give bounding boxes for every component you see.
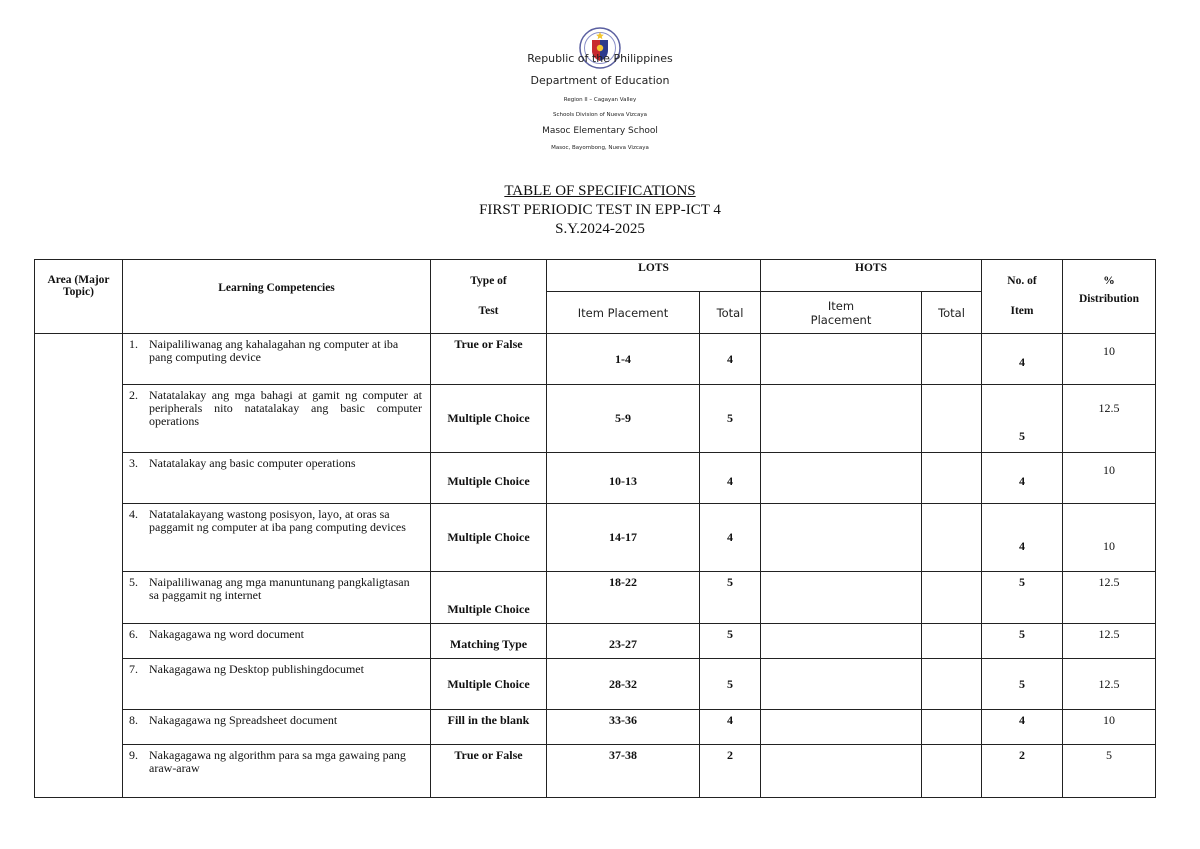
distribution-cell: 10 [1063, 453, 1156, 504]
lots-placement-cell: 37-38 [547, 745, 700, 798]
division-line: Schools Division of Nueva Vizcaya [553, 112, 647, 118]
competency-number: 4. [129, 507, 138, 521]
hots-total-cell [922, 659, 982, 710]
distribution-cell: 12.5 [1063, 385, 1156, 453]
competency-text: Nakagagawa ng Desktop publishingdocumet [149, 662, 364, 676]
hots-placement-cell [761, 453, 922, 504]
items-cell: 4 [982, 453, 1063, 504]
lots-total-label: Total [716, 305, 744, 320]
items-cell: 2 [982, 745, 1063, 798]
type-cell: Multiple Choice [431, 453, 547, 504]
header-lots [547, 260, 761, 292]
hots-placement-cell [761, 624, 922, 659]
lots-placement-cell: 28-32 [547, 659, 700, 710]
competency-cell [123, 334, 431, 385]
competency-text: Nakagagawa ng Spreadsheet document [149, 713, 338, 727]
lots-item-placement-label: Item Placement [577, 305, 669, 320]
hots-total-header [922, 292, 982, 334]
hots-item-placement-label: Item Placement [810, 298, 872, 327]
lots-total-cell: 5 [700, 659, 761, 710]
competency-text: Naipaliliwanag ang kahalagahan ng computer at iba pang computing device [149, 337, 399, 364]
document-titles [0, 182, 1200, 239]
competency-cell [123, 659, 431, 710]
table-row [35, 453, 1156, 504]
hots-placement-cell [761, 572, 922, 624]
items-cell: 4 [982, 710, 1063, 745]
table-row [35, 334, 1156, 385]
document-title: TABLE OF SPECIFICATIONS [504, 183, 696, 199]
lots-placement-cell: 14-17 [547, 504, 700, 572]
header-type-line1: Type of [470, 275, 507, 287]
lots-placement-cell: 1-4 [547, 334, 700, 385]
competency-cell [123, 453, 431, 504]
header-dist-line1: % [1103, 275, 1115, 287]
competency-text: Natatalakay ang basic computer operations [149, 456, 356, 470]
competency-number: 7. [129, 662, 138, 676]
competency-number: 2. [129, 388, 138, 402]
type-cell: Multiple Choice [431, 659, 547, 710]
type-cell: Multiple Choice [431, 385, 547, 453]
lots-total-header [700, 292, 761, 334]
lots-placement-cell: 23-27 [547, 624, 700, 659]
competency-text: Natatalakay ang mga bahagi at gamit ng computer at peripherals nito natatalakay ang basic computer operations [149, 388, 422, 428]
competency-text: Naipaliliwanag ang mga manuntunang pangkaligtasan sa paggamit ng internet [149, 575, 410, 602]
hots-total-label: Total [938, 305, 965, 320]
header-area [35, 260, 123, 334]
hots-item-placement-header [761, 292, 922, 334]
competency-cell [123, 504, 431, 572]
lots-placement-cell: 18-22 [547, 572, 700, 624]
header-items [982, 260, 1063, 334]
competency-number: 8. [129, 713, 138, 727]
lots-placement-cell: 33-36 [547, 710, 700, 745]
hots-placement-cell [761, 334, 922, 385]
specifications-table [34, 259, 1156, 798]
lots-total-cell: 5 [700, 385, 761, 453]
competency-text: Natatalakayang wastong posisyon, layo, at oras sa paggamit ng computer at iba pang computing devices [149, 507, 406, 534]
lots-total-cell: 4 [700, 453, 761, 504]
competency-cell [123, 745, 431, 798]
header-lots-label: LOTS [638, 262, 669, 274]
distribution-cell: 12.5 [1063, 624, 1156, 659]
table-row [35, 624, 1156, 659]
hots-placement-cell [761, 659, 922, 710]
department-line: Department of Education [530, 74, 670, 87]
document-subtitle: FIRST PERIODIC TEST IN EPP-ICT 4 [479, 202, 721, 218]
address-line: Masoc, Bayombong, Nueva Vizcaya [551, 145, 649, 151]
items-cell: 5 [982, 659, 1063, 710]
items-cell: 5 [982, 572, 1063, 624]
competency-cell [123, 385, 431, 453]
header-type-line2: Test [478, 305, 499, 317]
hots-total-cell [922, 745, 982, 798]
table-row [35, 504, 1156, 572]
lots-total-cell: 4 [700, 504, 761, 572]
hots-placement-cell [761, 710, 922, 745]
hots-placement-cell [761, 745, 922, 798]
table-row [35, 385, 1156, 453]
header-type [431, 260, 547, 334]
type-cell: True or False [431, 745, 547, 798]
lots-total-cell: 4 [700, 710, 761, 745]
distribution-cell: 10 [1063, 504, 1156, 572]
competency-cell [123, 710, 431, 745]
distribution-cell: 12.5 [1063, 572, 1156, 624]
header-items-line1: No. of [1007, 275, 1037, 287]
items-cell: 5 [982, 624, 1063, 659]
distribution-cell: 5 [1063, 745, 1156, 798]
type-cell: Multiple Choice [431, 572, 547, 624]
lots-placement-cell: 5-9 [547, 385, 700, 453]
header-distribution [1063, 260, 1156, 334]
lots-total-cell: 2 [700, 745, 761, 798]
table-row [35, 572, 1156, 624]
table-row [35, 710, 1156, 745]
distribution-cell: 10 [1063, 334, 1156, 385]
region-line: Region II – Cagayan Valley [563, 97, 637, 103]
competency-text: Nakagagawa ng algorithm para sa mga gawaing pang araw-araw [149, 748, 406, 775]
hots-total-cell [922, 385, 982, 453]
header-competencies-label: Learning Competencies [218, 282, 335, 294]
hots-total-cell [922, 334, 982, 385]
distribution-cell: 10 [1063, 710, 1156, 745]
type-cell: True or False [431, 334, 547, 385]
header-dist-line2: Distribution [1078, 293, 1140, 305]
hots-total-cell [922, 710, 982, 745]
lots-total-cell: 5 [700, 624, 761, 659]
competency-number: 6. [129, 627, 138, 641]
items-cell: 5 [982, 385, 1063, 453]
competency-number: 9. [129, 748, 138, 762]
hots-total-cell [922, 504, 982, 572]
lots-total-cell: 5 [700, 572, 761, 624]
hots-total-cell [922, 453, 982, 504]
school-line: Masoc Elementary School [542, 126, 658, 136]
header-hots [761, 260, 982, 292]
hots-total-cell [922, 624, 982, 659]
school-year: S.Y.2024-2025 [555, 221, 645, 237]
competency-text: Nakagagawa ng word document [149, 627, 304, 641]
header-hots-label: HOTS [855, 262, 887, 274]
header-competencies [123, 260, 431, 334]
competency-number: 3. [129, 456, 138, 470]
distribution-cell: 12.5 [1063, 659, 1156, 710]
lots-placement-cell: 10-13 [547, 453, 700, 504]
hots-placement-cell [761, 504, 922, 572]
competency-number: 1. [129, 337, 138, 351]
lots-total-cell: 4 [700, 334, 761, 385]
header-items-line2: Item [1010, 305, 1034, 317]
competency-cell [123, 572, 431, 624]
competency-number: 5. [129, 575, 138, 589]
items-cell: 4 [982, 504, 1063, 572]
area-cell [35, 334, 123, 798]
type-cell: Fill in the blank [431, 710, 547, 745]
table-row [35, 745, 1156, 798]
competency-cell [123, 624, 431, 659]
table-row [35, 659, 1156, 710]
items-cell: 4 [982, 334, 1063, 385]
lots-item-placement-header [547, 292, 700, 334]
hots-total-cell [922, 572, 982, 624]
hots-placement-cell [761, 385, 922, 453]
republic-line: Republic of the Philippines [527, 52, 673, 65]
header-area-label: Area (Major Topic) [47, 274, 110, 298]
type-cell: Matching Type [431, 624, 547, 659]
type-cell: Multiple Choice [431, 504, 547, 572]
